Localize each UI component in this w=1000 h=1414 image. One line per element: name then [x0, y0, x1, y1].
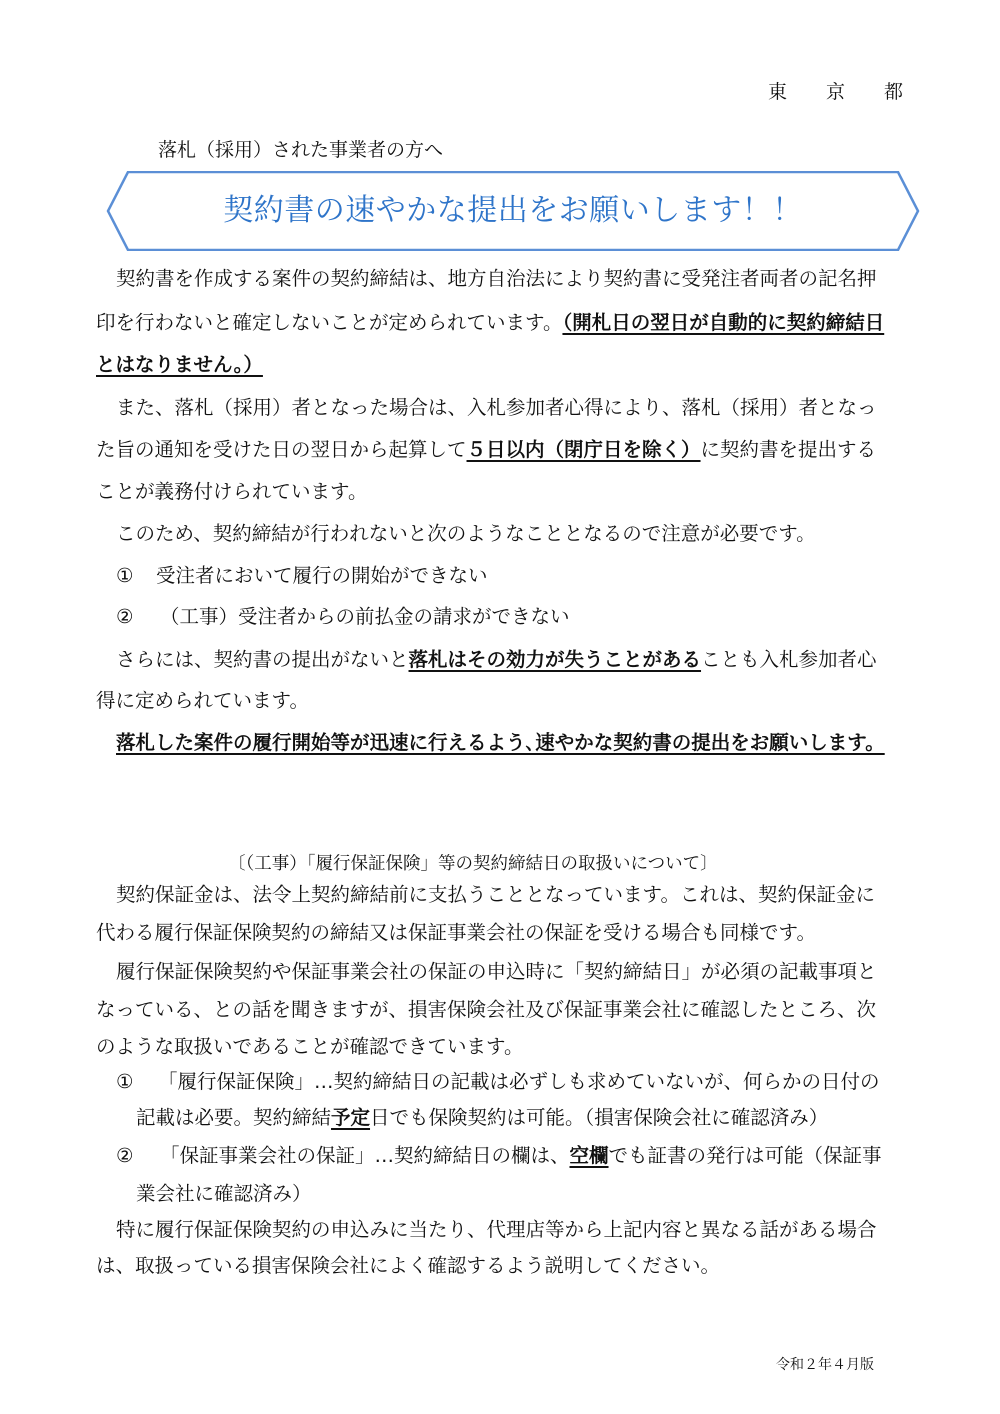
addressee: 落札（採用）された事業者の方へ: [158, 139, 444, 161]
emphasis-text: とはなりません。）: [96, 353, 263, 376]
edition-date: 令和２年４月版: [776, 1357, 874, 1373]
list-item-text: （工事）受注者からの前払金の請求ができない: [160, 605, 570, 628]
issuer-char: 東: [768, 81, 788, 103]
text-span: に契約書を提出する: [700, 438, 877, 461]
list-item-number: ①: [116, 564, 134, 587]
paragraph-line: 代わる履行保証保険契約の締結又は保証事業会社の保証を受ける場合も同様です。: [96, 921, 816, 944]
banner-title: 契約書の速やかな提出をお願いします！！: [223, 193, 803, 228]
emphasis-text: 空欄: [569, 1144, 609, 1167]
text-span: 記載は必要。契約締結: [136, 1106, 332, 1129]
text-span: ことも入札参加者心: [701, 648, 877, 671]
section-heading: 〔（工事）「履行保証保険」等の契約締結日の取扱いについて〕: [228, 854, 718, 874]
list-item-text: 「履行保証保険」…契約締結日の記載は必ずしも求めていないが、何らかの日付の: [158, 1070, 880, 1093]
emphasis-text: ５日以内（閉庁日を除く）: [466, 438, 701, 461]
paragraph-line: このため、契約締結が行われないと次のようなこととなるので注意が必要です。: [116, 522, 816, 545]
title-banner: [106, 171, 920, 251]
paragraph-line: のような取扱いであることが確認できています。: [96, 1035, 524, 1058]
list-item-number: ②: [116, 605, 134, 628]
list-item-number: ①: [116, 1070, 134, 1093]
issuer-char: 京: [826, 81, 846, 103]
list-item-text: 受注者において履行の開始ができない: [156, 564, 488, 587]
paragraph-line: [116, 648, 877, 671]
text-span: さらには、契約書の提出がないと: [116, 648, 409, 671]
paragraph-line: ことが義務付けられています。: [96, 480, 368, 503]
emphasis-text: 落札はその効力が失うことがある: [408, 648, 702, 671]
paragraph-line: [96, 438, 876, 461]
paragraph-line: 履行保証保険契約や保証事業会社の保証の申込時に「契約締結日」が必須の記載事項と: [116, 960, 877, 983]
issuer-name: [768, 77, 942, 104]
paragraph-line: なっている、との話を聞きますが、損害保険会社及び保証事業会社に確認したところ、次: [96, 998, 877, 1021]
text-span: でも証書の発行は可能（保証事: [608, 1144, 882, 1167]
paragraph-line: 特に履行保証保険契約の申込みに当たり、代理店等から上記内容と異なる話がある場合: [116, 1218, 877, 1241]
paragraph-line: [96, 311, 884, 334]
paragraph-line: 契約書を作成する案件の契約締結は、地方自治法により契約書に受発注者両者の記名押: [116, 267, 877, 290]
text-span: た旨の通知を受けた日の翌日から起算して: [96, 438, 467, 461]
issuer-char: 都: [884, 81, 904, 103]
paragraph-line: 得に定められています。: [96, 689, 309, 712]
paragraph-line: 契約保証金は、法令上契約締結前に支払うこととなっています。これは、契約保証金に: [116, 883, 875, 906]
emphasis-text: 予定: [331, 1106, 371, 1129]
paragraph-line: また、落札（採用）者となった場合は、入札参加者心得により、落札（採用）者となっ: [116, 396, 877, 419]
list-item-number: ②: [116, 1144, 134, 1167]
text-span: 日でも保険契約は可能。（損害保険会社に確認済み）: [370, 1106, 829, 1129]
list-item-text: [160, 1144, 882, 1167]
emphasis-text: （開札日の翌日が自動的に契約締結日: [562, 311, 885, 334]
list-item-text: 業会社に確認済み）: [136, 1182, 312, 1205]
paragraph-line: は、取扱っている損害保険会社によく確認するよう説明してください。: [96, 1254, 721, 1277]
text-span: 「保証事業会社の保証」…契約締結日の欄は、: [160, 1144, 570, 1167]
list-item-text: [136, 1106, 828, 1129]
closing-request: 落札した案件の履行開始等が迅速に行えるよう､速やかな契約書の提出をお願いします。: [116, 731, 885, 754]
text-span: 印を行わないと確定しないことが定められています。: [96, 311, 563, 334]
